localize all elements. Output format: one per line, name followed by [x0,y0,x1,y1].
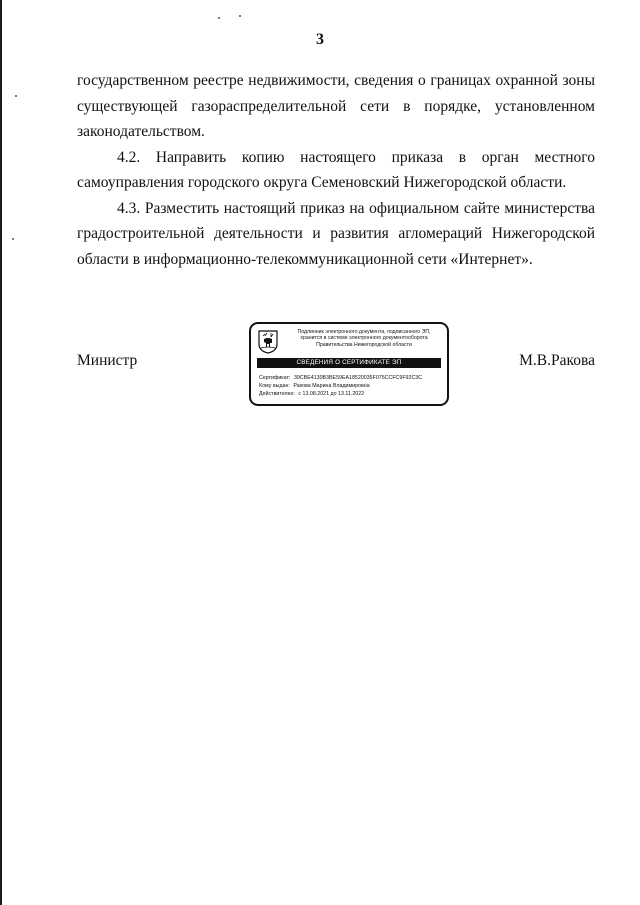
certificate-label: Сертификат: [259,375,291,381]
owner-value: Ракова Марина Владимировна [293,383,370,389]
text-line: 4.3. Разместить настоящий приказ на официальном сайте министерства [117,199,595,217]
paragraph-4-3 [77,196,595,273]
stamp-details [259,374,443,398]
validity-row [259,390,443,398]
stamp-header-line: хранится в системе электронного документооборота [300,335,428,342]
paragraph-4-1-continuation [77,68,595,145]
certificate-value: 39CBE4130B3BE59EA18520035F075CCFC9F92C3C [293,375,423,381]
page-scan-edge [0,0,2,905]
page-number: 3 [316,31,324,48]
certificate-row [259,374,443,382]
owner-label: Кому выдан: [259,383,290,389]
text-line: существующей газораспределительной сети в порядке, установленном [77,97,595,115]
stamp-header-line: Подлинник электронного документа, подписанного ЭП, [297,329,431,335]
validity-value: с 13.08.2021 до 13.11.2022 [298,391,365,397]
text-line: области в информационно-телекоммуникационной сети «Интернет». [77,250,533,268]
signatory-name: М.В.Ракова [519,352,595,369]
scan-speck [239,15,241,17]
document-body [77,68,595,272]
text-line: самоуправления городского округа Семеновский Нижегородской области. [77,174,567,191]
stamp-title-bar: СВЕДЕНИЯ О СЕРТИФИКАТЕ ЭП [257,358,441,368]
electronic-signature-stamp [249,322,449,406]
text-line: 4.2. Направить копию настоящего приказа в орган местного [117,148,595,166]
scan-speck [218,17,220,19]
paragraph-4-2 [77,145,595,196]
stamp-header-line: Правительства Нижегородской области [316,341,412,348]
scan-speck [15,95,17,97]
text-line: градостроительной деятельности и развития агломераций Нижегородской [77,225,595,242]
text-line: государственном реестре недвижимости, сведения о границах охранной зоны [77,72,595,89]
stamp-header [281,329,447,348]
deer-emblem-icon [258,330,278,354]
validity-label: Действителен: [259,391,295,397]
signatory-position: Министр [77,352,138,369]
scan-speck [12,238,14,240]
text-line: законодательством. [77,123,205,140]
owner-row [259,382,443,390]
